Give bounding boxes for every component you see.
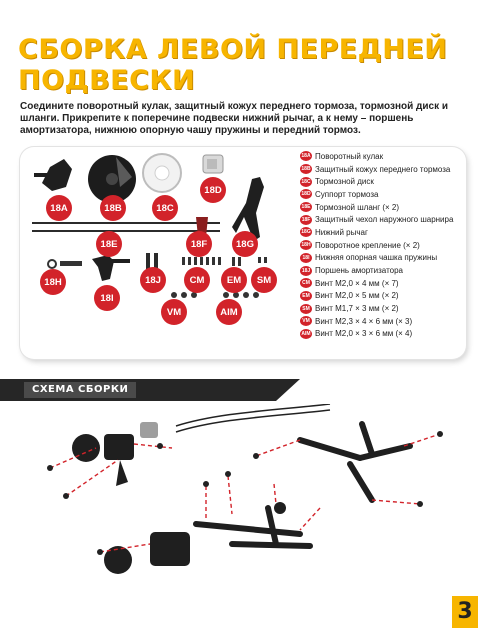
part-18e-image — [32, 223, 220, 231]
badge-18i: 18I — [94, 285, 120, 311]
legend-code-badge: 18I — [300, 253, 312, 263]
legend-row — [300, 277, 480, 290]
badge-aim: AIM — [216, 299, 242, 325]
legend-code-badge: CM — [300, 278, 312, 288]
legend-code-badge: VM — [300, 316, 312, 326]
scheme-header — [0, 379, 484, 401]
legend-text: Поворотное крепление (× 2) — [315, 240, 420, 250]
legend-row — [300, 302, 480, 315]
legend-text: Винт М1,7 × 3 мм (× 2) — [315, 304, 399, 314]
assembly-scheme — [0, 404, 484, 594]
badge-18d: 18D — [200, 177, 226, 203]
title-line-2: ПОДВЕСКИ — [18, 65, 196, 96]
screws-em-image — [232, 257, 241, 266]
part-18a-image — [34, 159, 72, 191]
legend-text: Суппорт тормоза — [315, 189, 379, 199]
badge-18c: 18C — [152, 195, 178, 221]
badge-18f: 18F — [186, 231, 212, 257]
legend-text: Нижняя опорная чашка пружины — [315, 253, 438, 263]
page-title — [18, 34, 468, 96]
legend-row — [300, 328, 480, 341]
legend-text: Поршень амортизатора — [315, 266, 403, 276]
badge-18j: 18J — [140, 267, 166, 293]
title-line-1: СБОРКА ЛЕВОЙ ПЕРЕДНЕЙ — [18, 34, 448, 65]
legend-row — [300, 175, 480, 188]
legend-row — [300, 150, 480, 163]
legend-code-badge: 18G — [301, 229, 311, 236]
screws-cm-image — [182, 257, 221, 265]
parts-legend — [300, 150, 480, 340]
page-number: 3 — [452, 596, 478, 628]
legend-text: Тормозной диск — [315, 177, 374, 187]
parts-illustration — [20, 147, 300, 359]
legend-row — [300, 163, 480, 176]
legend-code-badge: AIM — [301, 330, 311, 337]
part-18h-image — [48, 260, 82, 268]
part-18d-image — [203, 155, 223, 173]
legend-code-badge: 18J — [301, 267, 311, 274]
legend-text: Защитный чехол наружного шарнира — [315, 215, 454, 225]
part-18i-image — [92, 255, 130, 281]
legend-code-badge: 18E — [301, 204, 311, 211]
badge-18g: 18G — [232, 231, 258, 257]
badge-18e: 18E — [96, 231, 122, 257]
badge-sm: SM — [251, 267, 277, 293]
legend-row — [300, 252, 480, 265]
legend-text: Тормозной шланг (× 2) — [315, 202, 400, 212]
screws-sm-image — [258, 257, 267, 263]
intro-text: Соедините поворотный кулак, защитный кожух переднего тормоза, тормозной диск и шланги. Прикрепите к поперечине подвески нижний рычаг, а к нему – поршень амортизатора, нижнюю опорную чашу пружины и передний тормоз. — [20, 101, 449, 136]
legend-row — [300, 213, 480, 226]
legend-text: Защитный кожух переднего тормоза — [315, 164, 451, 174]
legend-text: Поворотный кулак — [315, 151, 384, 161]
legend-text: Нижний рычаг — [315, 227, 368, 237]
legend-row — [300, 315, 480, 328]
screws-vm-image — [171, 292, 197, 298]
legend-row — [300, 201, 480, 214]
legend-code-badge: SM — [300, 304, 312, 314]
legend-text: Винт М2,0 × 4 мм (× 7) — [315, 278, 399, 288]
legend-text: Винт М2,0 × 5 мм (× 2) — [315, 291, 399, 301]
legend-row — [300, 239, 480, 252]
legend-row — [300, 226, 480, 239]
legend-row — [300, 188, 480, 201]
badge-em: EM — [221, 267, 247, 293]
badge-vm: VM — [161, 299, 187, 325]
badge-18a: 18A — [46, 195, 72, 221]
badge-18b: 18B — [100, 195, 126, 221]
legend-code-badge: 18H — [301, 242, 311, 249]
legend-row — [300, 264, 480, 277]
legend-row — [300, 290, 480, 303]
part-18c-image — [143, 154, 181, 192]
legend-code-badge: 18A — [301, 153, 311, 160]
legend-text: Винт М2,0 × 3 × 6 мм (× 4) — [315, 329, 413, 339]
legend-code-badge: EM — [300, 291, 312, 301]
legend-code-badge: 18D — [301, 191, 311, 198]
badge-18h: 18H — [40, 269, 66, 295]
badge-cm: CM — [184, 267, 210, 293]
legend-code-badge: 18B — [301, 166, 311, 173]
legend-text: Винт М2,3 × 4 × 6 мм (× 3) — [315, 316, 413, 326]
legend-code-badge: 18F — [301, 216, 311, 223]
screws-aim-image — [223, 292, 259, 298]
scheme-title: СХЕМА СБОРКИ — [24, 382, 136, 398]
legend-code-badge: 18C — [301, 178, 311, 185]
